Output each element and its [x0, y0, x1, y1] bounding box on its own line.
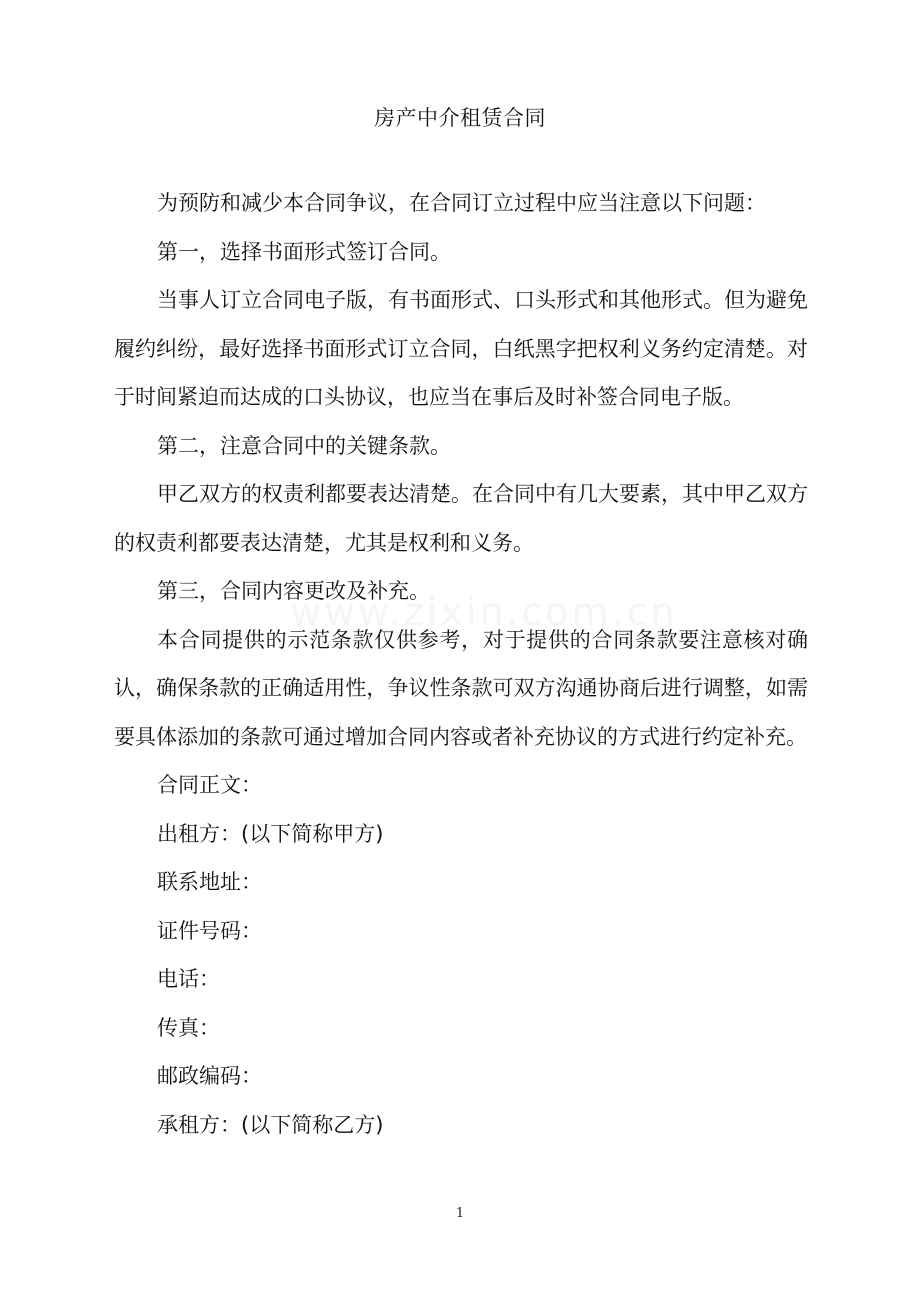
field-id-number: 证件号码：	[157, 918, 262, 943]
field-address: 联系地址：	[157, 870, 262, 894]
field-lessee: 承租方：(以下简称乙方)	[157, 1112, 384, 1137]
field-fax: 传真：	[157, 1015, 220, 1040]
page-number: 1	[455, 1206, 465, 1221]
paragraph-second-detail: 甲乙双方的权责利都要表达清楚。在合同中有几大要素，其中甲乙双方的权责利都要表达清楚，尤其是权利和义务。	[114, 482, 808, 555]
document-title: 房产中介租赁合同	[374, 106, 546, 130]
field-phone: 电话：	[157, 967, 220, 991]
paragraph-heading-second: 第二，注意合同中的关键条款。	[157, 433, 451, 458]
paragraph-intro: 为预防和减少本合同争议，在合同订立过程中应当注意以下问题：	[157, 191, 766, 215]
watermark: www.zixin.com.cn	[290, 590, 678, 634]
paragraph-heading-third: 第三，合同内容更改及补充。	[157, 579, 430, 603]
document-body	[114, 179, 808, 1149]
paragraph-first-detail: 当事人订立合同电子版，有书面形式、口头形式和其他形式。但为避免履约纠纷，最好选择书面形式订立合同，白纸黑字把权利义务约定清楚。对于时间紧迫而达成的口头协议，也应当在事后及时补签合同电子版。	[114, 288, 808, 409]
paragraph-heading-first: 第一，选择书面形式签订合同。	[157, 239, 451, 264]
field-postal-code: 邮政编码：	[157, 1064, 262, 1088]
paragraph-third-detail: 本合同提供的示范条款仅供参考，对于提供的合同条款要注意核对确认，确保条款的正确适用性，争议性条款可双方沟通协商后进行调整，如需要具体添加的条款可通过增加合同内容或者补充协议的方式进行约定补充。	[114, 627, 808, 749]
field-lessor: 出租方：(以下简称甲方)	[157, 821, 384, 846]
paragraph-contract-body: 合同正文：	[157, 773, 262, 797]
